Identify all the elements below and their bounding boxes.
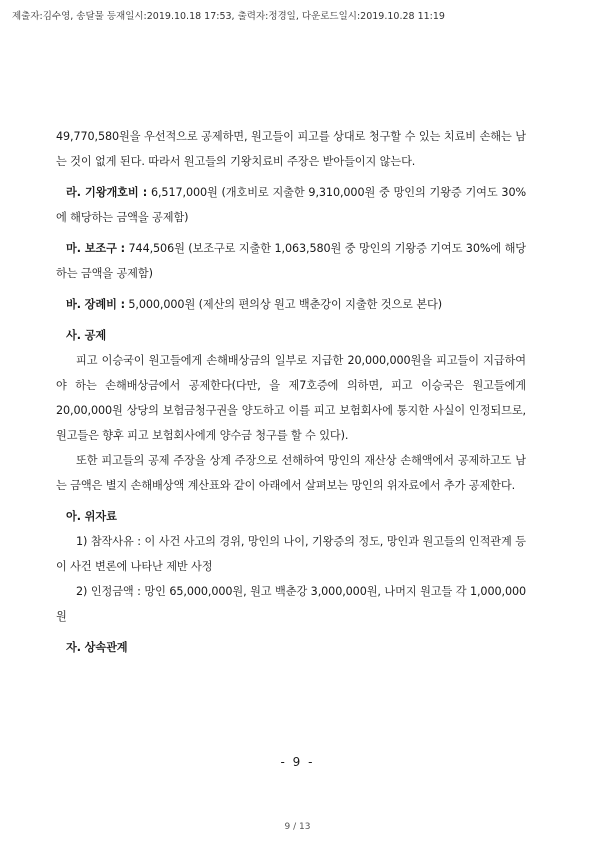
item-ra-text: 6,517,000원 (개호비로 지출한 9,310,000원 중 망인의 기왕증 기여도 30%에 해당하는 금액을 공제함) [56, 186, 526, 224]
document-body [56, 124, 526, 660]
item-ma-assistive-device [56, 236, 526, 286]
item-ma-text: 744,506원 (보조구로 지출한 1,063,580원 중 망인의 기왕증 기여도 30%에 해당하는 금액을 공제함) [56, 242, 526, 280]
document-header: 제출자:김수영, 송달물 등재일시:2019.10.18 17:53, 출력자:정경일, 다운로드일시:2019.10.28 11:19 [12, 11, 445, 22]
item-ra-label: 라. 기왕개호비 : [66, 186, 148, 199]
section-a-heading: 아. 위자료 [66, 510, 117, 523]
page-number: - 9 - [280, 755, 315, 769]
item-ba-label: 바. 장례비 : [66, 298, 125, 311]
page-footer: 9 / 13 [284, 822, 311, 832]
paragraph-treatment-cost: 49,770,580원을 우선적으로 공제하면, 원고들이 피고를 상대로 청구할 수 있는 치료비 손해는 남는 것이 없게 된다. 따라서 원고들의 기왕치료비 주장은 받아들이지 않는다. [56, 130, 526, 168]
item-ba-text: 5,000,000원 (제산의 편의상 원고 백춘강이 지출한 것으로 본다) [124, 298, 443, 311]
item-ba-funeral-cost [56, 292, 526, 317]
paragraph-deduction-1: 피고 이승국이 원고들에게 손해배상금의 일부로 지급한 20,000,000원을 피고들이 지급하여야 하는 손해배상금에서 공제한다(다만, 을 제7호증에 의하면, 피고 이승국은 원고들에게 20,00,000원 상당의 보험금청구권을 양도하고 이를 피고 보험회사에 통지한 사실이 인정되므로, 원고들은 향후 피고 보험회사에게 양수금 청구를 할 수 있다). [56, 354, 526, 442]
item-ma-label: 마. 보조구 : [66, 242, 126, 255]
item-ra-nursing-cost [56, 180, 526, 230]
section-ja-heading: 자. 상속관계 [66, 641, 128, 654]
section-sa-heading: 사. 공제 [66, 329, 107, 342]
consolation-item-2: 2) 인정금액 : 망인 65,000,000원, 원고 백춘강 3,000,000원, 나머지 원고들 각 1,000,000원 [56, 585, 526, 623]
paragraph-deduction-2: 또한 피고들의 공제 주장을 상계 주장으로 선해하여 망인의 재산상 손해액에서 공제하고도 남는 금액은 별지 손해배상액 계산표와 같이 아래에서 살펴보는 망인의 위자료에서 추가 공제한다. [56, 454, 526, 492]
consolation-item-1: 1) 참작사유 : 이 사건 사고의 경위, 망인의 나이, 기왕증의 정도, 망인과 원고들의 인적관계 등 이 사건 변론에 나타난 제반 사정 [56, 535, 526, 573]
